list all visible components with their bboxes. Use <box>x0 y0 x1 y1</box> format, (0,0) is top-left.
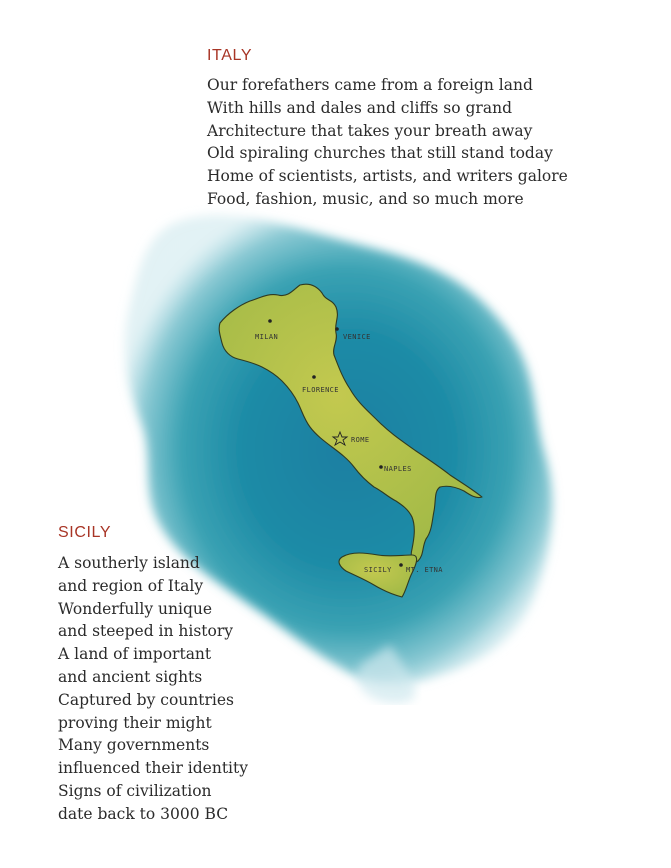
poem-line: and steeped in history <box>58 622 234 641</box>
poem-line: influenced their identity <box>58 759 249 778</box>
poem-line: With hills and dales and cliffs so grand <box>207 98 512 117</box>
poem-line: Captured by countries <box>58 690 234 709</box>
poem-line: Wonderfully unique <box>58 599 213 618</box>
poem-line: Our forefathers came from a foreign land <box>207 76 533 94</box>
sicily-label: SICILY <box>364 566 392 574</box>
venice-label: VENICE <box>343 333 371 341</box>
milan-dot <box>268 319 272 323</box>
italy-poem <box>207 74 568 211</box>
poem-line: Food, fashion, music, and so much more <box>207 189 524 208</box>
etna-dot <box>399 563 403 567</box>
rome-label: ROME <box>351 436 370 444</box>
poem-line: and ancient sights <box>58 667 203 686</box>
etna-label: MT. ETNA <box>406 566 443 574</box>
poem-line: Architecture that takes your breath away <box>207 121 533 140</box>
poem-line: Old spiraling churches that still stand today <box>207 144 553 163</box>
milan-label: MILAN <box>255 333 279 341</box>
venice-dot <box>335 327 339 331</box>
naples-dot <box>379 465 383 469</box>
poem-line: proving their might <box>58 713 212 732</box>
italy-heading: ITALY <box>207 47 253 64</box>
poem-line: A southerly island <box>58 554 200 572</box>
florence-dot <box>312 375 316 379</box>
poem-line: Home of scientists, artists, and writers galore <box>207 167 568 186</box>
poem-line: Many governments <box>58 736 210 755</box>
poem-line: date back to 3000 BC <box>58 804 229 823</box>
naples-label: NAPLES <box>384 465 412 473</box>
poem-line: and region of Italy <box>58 576 204 595</box>
florence-label: FLORENCE <box>302 386 339 394</box>
poem-line: A land of important <box>58 645 212 664</box>
poem-line: Signs of civilization <box>58 781 212 800</box>
sicily-poem <box>58 552 248 826</box>
sicily-heading: SICILY <box>58 524 112 541</box>
